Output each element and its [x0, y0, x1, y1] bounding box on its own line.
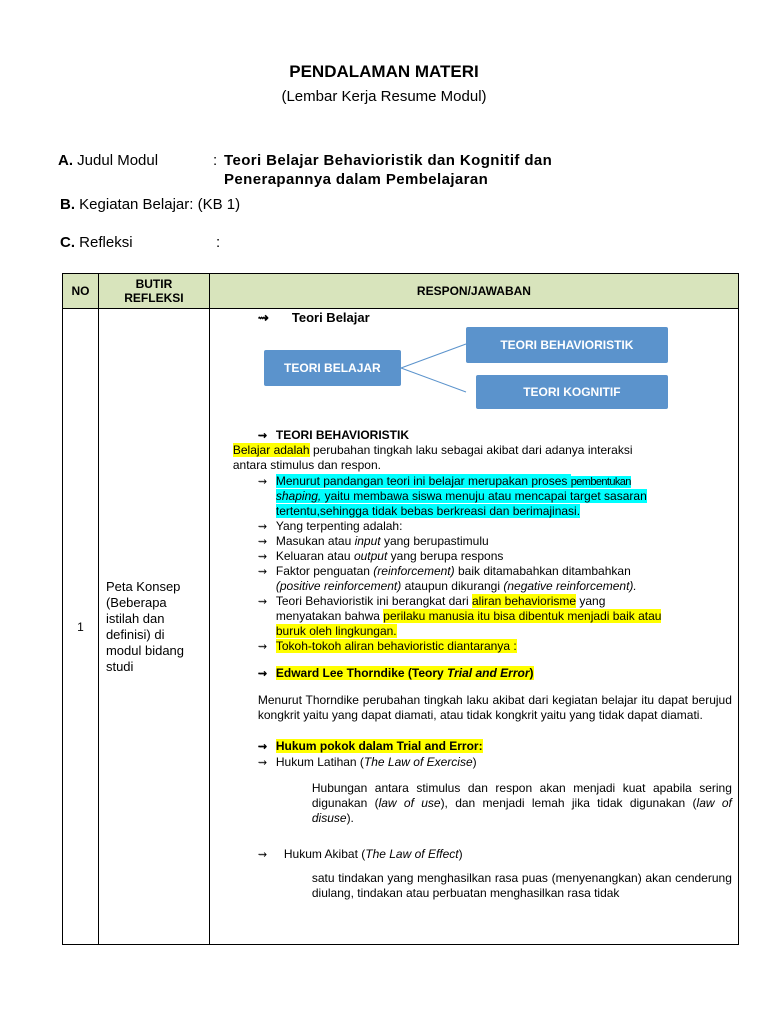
list-item: ⇝ Teori Behavioristik ini berangkat dari aliran behaviorisme yang [257, 594, 606, 608]
meta-c-letter: C. [60, 234, 75, 251]
list-item: ⇝ Masukan atau input yang berupastimulu [257, 534, 489, 548]
meta-a-letter: A. [58, 152, 73, 169]
meta-c-sep: : [216, 234, 221, 251]
connector-line-1 [401, 344, 466, 368]
list-item: ⇝ Keluaran atau output yang berupa respons [257, 549, 504, 563]
hukum-heading: ⇝ Hukum pokok dalam Trial and Error: [257, 739, 483, 753]
header-butir: BUTIR REFLEKSI [98, 274, 209, 309]
def-line-1: Belajar adalah perubahan tingkah laku sebagai akibat dari adanya interaksi [232, 443, 633, 457]
list-item-cont: (positive reinforcement) ataupun dikurangi (negative reinforcement). [275, 579, 637, 593]
akibat-paragraph: satu tindakan yang menghasilkan rasa puas (menyenangkan) akan cenderung diulang, tindakan atau perbuatan menghasilkan rasa tidak [311, 871, 732, 900]
meta-b-label [60, 196, 240, 213]
thorndike-paragraph: Menurut Thorndike perubahan tingkah laku akibat dari kegiatan belajar itu dapat berujud kongkrit yaitu yang dapat diamati, atau tidak kongkrit yaitu yang tidak dapat diamati. [257, 693, 732, 722]
bullet-icon: ⇝ [257, 551, 268, 563]
meta-a-text: Judul Modul [77, 152, 159, 169]
top-heading: ⇝ Teori Belajar [257, 310, 370, 325]
meta-b-value: : (KB 1) [189, 196, 241, 213]
cell-butir: Peta Konsep (Beberapa istilah dan definisi) di modul bidang studi [98, 309, 209, 945]
meta-a-sep: : [213, 152, 218, 169]
list-item-cont: tertentu,sehingga tidak bebas berkreasi dan berimajinasi. [275, 504, 581, 518]
list-item: ⇝ Yang terpenting adalah: [257, 519, 403, 533]
list-item: ⇝ Hukum Akibat (The Law of Effect) [257, 847, 463, 861]
diagram-child-behavioristik: TEORI BEHAVIORISTIK [466, 327, 668, 363]
bullet-icon: ⇝ [257, 476, 268, 488]
cell-no: 1 [63, 309, 99, 945]
meta-a-value-2: Penerapannya dalam Pembelajaran [224, 171, 489, 188]
meta-c-text: Refleksi [79, 234, 133, 251]
meta-a-value-1: Teori Belajar Behavioristik dan Kognitif dan [224, 152, 553, 169]
list-item-cont: buruk oleh lingkungan. [275, 624, 397, 638]
table-row [63, 309, 739, 945]
beh-heading: ⇝ TEORI BEHAVIORISTIK [257, 428, 409, 442]
bullet-icon: ⇝ [257, 596, 268, 608]
list-item-cont: menyatakan bahwa perilaku manusia itu bisa dibentuk menjadi baik atau [275, 609, 662, 623]
bullet-icon: ⇝ [257, 566, 268, 578]
cell-respon [209, 309, 738, 945]
bullet-icon: ⇝ [257, 668, 268, 680]
page-subtitle: (Lembar Kerja Resume Modul) [281, 88, 487, 105]
bullet-icon: ⇝ [257, 310, 269, 325]
list-item: ⇝ Hukum Latihan (The Law of Exercise) [257, 755, 477, 769]
list-item: ⇝ Tokoh-tokoh aliran behavioristic diantaranya : [257, 639, 517, 653]
bullet-icon: ⇝ [257, 757, 268, 769]
latihan-paragraph: Hubungan antara stimulus dan respon akan menjadi kuat apabila sering digunakan (law of use), dan menjadi lemah jika tidak digunakan (law of disuse). [311, 781, 732, 825]
bullet-icon: ⇝ [257, 741, 268, 753]
page-title: PENDALAMAN MATERI [289, 62, 479, 81]
connector-line-2 [401, 368, 466, 392]
bullet-icon: ⇝ [257, 430, 268, 442]
def-line-2: antara stimulus dan respon. [232, 458, 381, 472]
list-item: ⇝ Menurut pandangan teori ini belajar merupakan proses pembentukan [257, 474, 631, 488]
reflection-table [62, 273, 739, 945]
meta-c-label [60, 234, 133, 251]
header-respon: RESPON/JAWABAN [209, 274, 738, 309]
list-item-cont: shaping, yaitu membawa siswa menuju atau mencapai target sasaran [275, 489, 647, 503]
bullet-icon: ⇝ [257, 641, 268, 653]
bullet-icon: ⇝ [257, 536, 268, 548]
meta-b-text: Kegiatan Belajar [79, 196, 190, 213]
diagram-child-kognitif: TEORI KOGNITIF [476, 375, 668, 409]
meta-a-label [58, 152, 158, 169]
list-item: ⇝ Faktor penguatan (reinforcement) baik ditamabahkan ditambahkan [257, 564, 631, 578]
bullet-icon: ⇝ [257, 521, 268, 533]
header-no: NO [63, 274, 99, 309]
meta-b-letter: B. [60, 196, 75, 213]
table-header-row [63, 274, 739, 309]
thorndike-heading: ⇝ Edward Lee Thorndike (Teory Trial and Error) [257, 666, 534, 680]
bullet-icon: ⇝ [257, 849, 268, 861]
diagram-root-node: TEORI BELAJAR [264, 350, 401, 386]
